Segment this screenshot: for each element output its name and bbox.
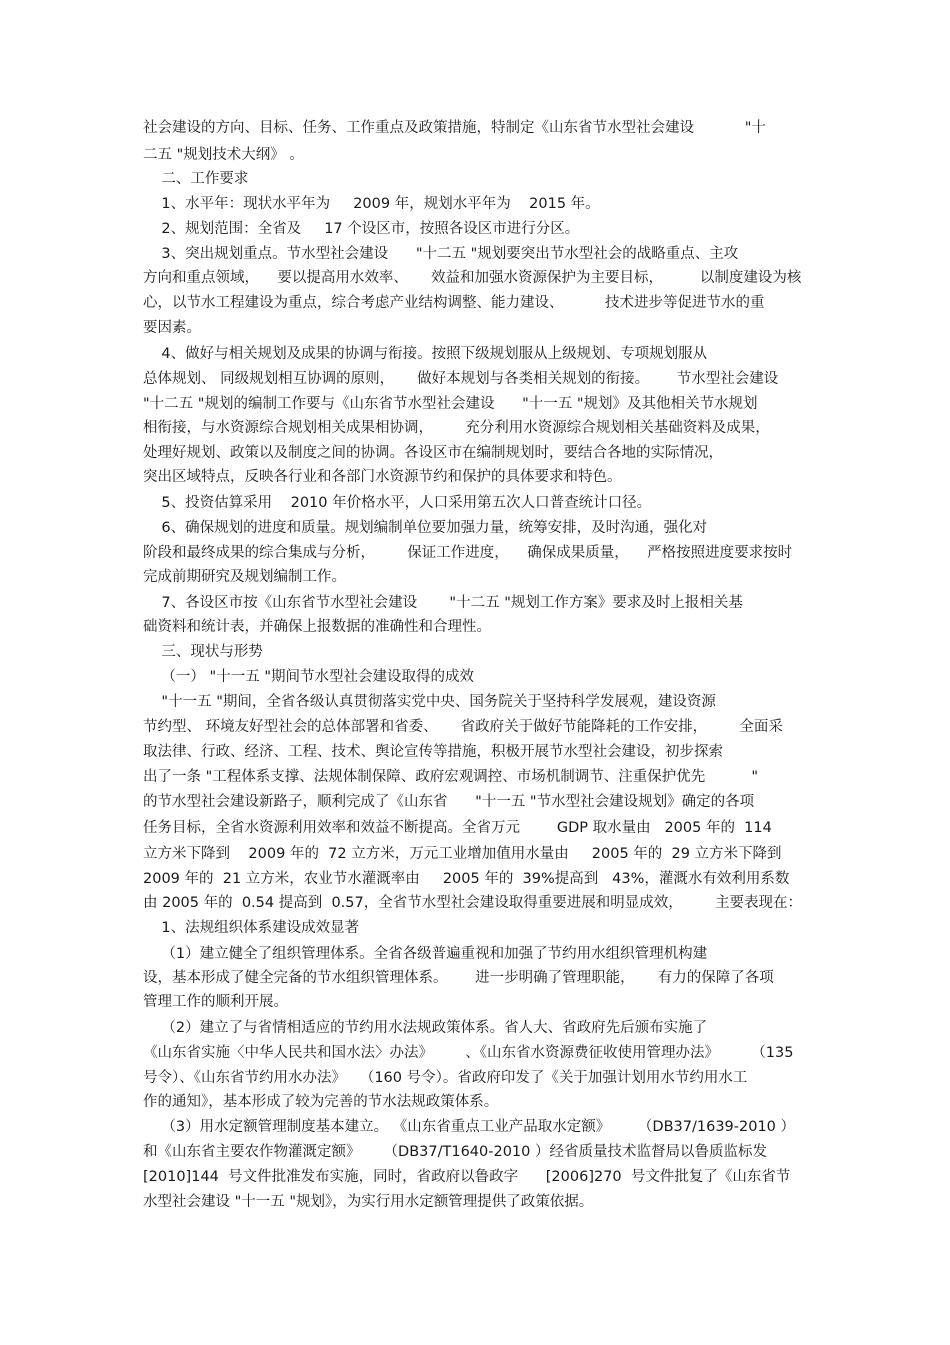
text-line: 由 2005 年的 0.54 提高到 0.57，全省节水型社会建设取得重要进展和明显成效， 主要表现在： [143,895,802,911]
text-line: 取法律、行政、经济、工程、技术、舆论宣传等措施，积极开展节水型社会建设，初步探索 [143,744,723,760]
text-line: 1、水平年：现状水平年为 2009 年，规划水平年为 2015 年。 [143,196,600,212]
text-line: 1、法规组织体系建设成效显著 [143,920,360,936]
text-line: 完成前期研究及规划编制工作。 [143,569,346,585]
text-line: 出了一条 "工程体系支撑、法规体制保障、政府宏观调控、市场机制调节、注重保护优先 " [143,769,759,785]
text-line: 突出区域特点，反映各行业和各部门水资源节约和保护的具体要求和特色。 [143,469,622,485]
text-line: 二、工作要求 [143,171,249,187]
text-line: 号令）、《山东省节约用水办法》 （160 号令）。省政府印发了《关于加强计划用水节约用水工 [143,1070,748,1086]
text-line: （2）建立了与省情相适应的节约用水法规政策体系。省人大、省政府先后颁布实施了 [143,1020,708,1036]
text-line: 三、现状与形势 [143,644,263,660]
text-line: 设，基本形成了健全完备的节水组织管理体系。 进一步明确了管理职能， 有力的保障了各项 [143,970,774,986]
text-line: 4、做好与相关规划及成果的协调与衔接。按照下级规划服从上级规划、专项规划服从 [143,346,708,362]
text-line: [2010]144 号文件批准发布实施，同时，省政府以鲁政字 [2006]270 号文件批复了《山东省节 [143,1169,791,1185]
text-line: 阶段和最终成果的综合集成与分析， 保证工作进度， 确保成果质量， 严格按照进度要求按时 [143,545,793,561]
text-line: 础资料和统计表，并确保上报数据的准确性和合理性。 [143,619,491,635]
text-line: "十一五 "期间，全省各级认真贯彻落实党中央、国务院关于坚持科学发展观，建设资源 [143,694,716,710]
text-line: 二五 "规划技术大纲》 。 [143,147,304,163]
text-line: 的节水型社会建设新路子，顺利完成了《山东省 "十一五 "节水型社会建设规划》确定的各项 [143,794,755,810]
text-line: 5、投资估算采用 2010 年价格水平，人口采用第五次人口普查统计口径。 [143,495,652,511]
text-line: 方向和重点领域， 要以提高用水效率、 效益和加强水资源保护为主要目标， 以制度建设为核 [143,270,802,286]
text-line: 管理工作的顺利开展。 [143,994,288,1010]
text-line: 社会建设的方向、目标、任务、工作重点及政策措施，特制定《山东省节水型社会建设 "十 [143,120,766,136]
text-line: "十二五 "规划的编制工作要与《山东省节水型社会建设 "十一五 "规划》及其他相关节水规划 [143,396,758,412]
text-line: 2、规划范围：全省及 17 个设区市，按照各设区市进行分区。 [143,221,580,237]
text-line: 总体规划、 同级规划相互协调的原则， 做好本规划与各类相关规划的衔接。 节水型社会建设 [143,371,779,387]
text-line: 7、各设区市按《山东省节水型社会建设 "十二五 "规划工作方案》要求及时上报相关基 [143,595,743,611]
text-line: （一） "十一五 "期间节水型社会建设取得的成效 [143,669,474,685]
text-line: 立方米下降到 2009 年的 72 立方米，万元工业增加值用水量由 2005 年的 29 立方米下降到 [143,846,782,862]
text-line: 水型社会建设 "十一五 "规划》，为实行用水定额管理提供了政策依据。 [143,1194,594,1210]
text-line: 相衔接，与水资源综合规划相关成果相协调， 充分利用水资源综合规划相关基础资料及成果， [143,420,770,436]
text-line: 作的通知》，基本形成了较为完善的节水法规政策体系。 [143,1094,499,1110]
text-line: 任务目标，全省水资源利用效率和效益不断提高。全省万元 GDP 取水量由 2005 年的 114 [143,820,772,836]
text-line: 要因素。 [143,320,201,336]
text-line: 心，以节水工程建设为重点，综合考虑产业结构调整、能力建设、 技术进步等促进节水的重 [143,295,765,311]
text-line: 6、确保规划的进度和质量。规划编制单位要加强力量，统筹安排，及时沟通，强化对 [143,520,708,536]
text-line: 2009 年的 21 立方米，农业节水灌溉率由 2005 年的 39%提高到 43%，灌溉水有效利用系数 [143,871,790,887]
text-line: 3、突出规划重点。节水型社会建设 "十二五 "规划要突出节水型社会的战略重点、主攻 [143,246,739,262]
text-line: 和《山东省主要农作物灌溉定额》 （DB37/T1640-2010 ）经省质量技术监督局以鲁质监标发 [143,1144,767,1160]
text-line: 节约型、 环境友好型社会的总体部署和省委、 省政府关于做好节能降耗的工作安排， 全面采 [143,719,783,735]
text-line: 处理好规划、政策以及制度之间的协调。各设区市在编制规划时，要结合各地的实际情况， [143,445,723,461]
text-line: （1）建立健全了组织管理体系。全省各级普遍重视和加强了节约用水组织管理机构建 [143,946,708,962]
text-line: 《山东省实施〈中华人民共和国水法〉办法》 、《山东省水资源费征收使用管理办法》 （135 [143,1045,794,1061]
text-line: （3）用水定额管理制度基本建立。 《山东省重点工业产品取水定额》 （DB37/1639-2010 ） [143,1119,796,1135]
